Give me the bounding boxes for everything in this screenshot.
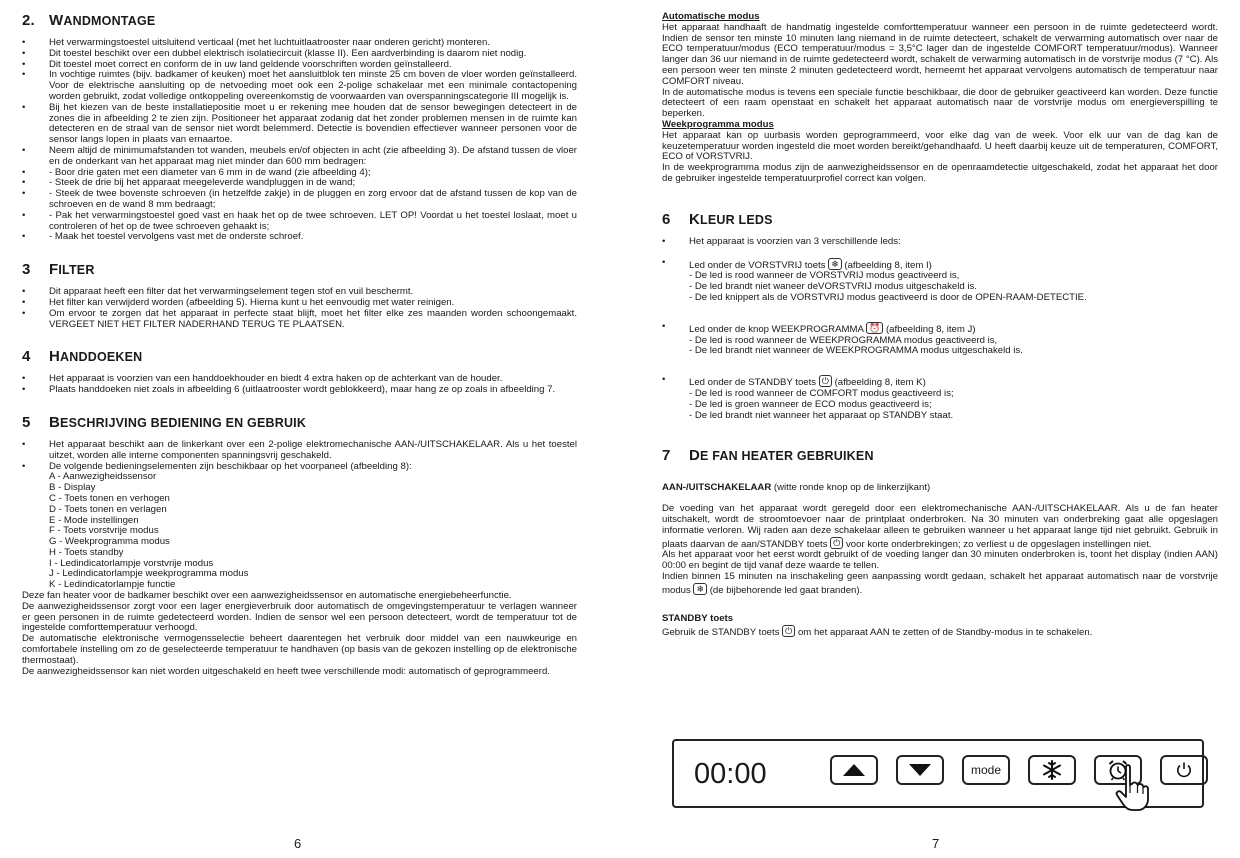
led-line: - De led is rood wanneer de COMFORT modus geactiveerd is; (689, 387, 954, 399)
control-item: K - Ledindicatorlampje functie (49, 579, 176, 591)
paragraph: Het apparaat kan op uurbasis worden geprogrammeerd, voor elke dag van de week. Voor elk uur van de dag kan de keuzetemperatuur worden ingesteld die moet worden bereikt/gehandhaafd. U heeft daarbij keuze uit de temperaturen, COMFORT, ECO of VORSTVRIJ. (662, 129, 1218, 163)
section-title-rest: ANDDOEKEN (60, 350, 143, 365)
section-title-initial: B (49, 413, 61, 431)
paragraph: De aanwezigheidssensor kan niet worden uitgeschakeld en heeft twee verschillende modi: automatisch of geprogrammeerd. (22, 665, 550, 677)
left-page-content (22, 12, 577, 677)
control-item: F - Toets vorstvrije modus (49, 525, 159, 537)
switch-heading (662, 483, 1218, 494)
list-item: • Dit toestel moet correct en conform de in uw land geldende voorschriften worden geïnstalleerd. (22, 60, 577, 71)
mode-button[interactable] (962, 755, 1010, 785)
list-item: • In vochtige ruimtes (bijv. badkamer of keuken) moet het aansluitblok ten minste 25 cm boven de vloer worden geïnstalleerd. Voor de elektrische aansluiting op de netvoeding moet ook een 2-polige schakelaar met een minimale contactopening worden gebruikt, zodat volledige ontkoppeling overeenkomstig de voorwaarden van overspanningscategorie III mogelijk is. (22, 70, 577, 102)
paragraph: Het apparaat handhaaft de handmatig ingestelde comforttemperatuur wanneer een persoon in de ruimte gedetecteerd wordt. Indien de sensor ten minste 10 minuten lang niemand in de ruimte detecteert, schakelt de verwarming automatisch over naar de ECO temperatuur/modus (ECO temperatuur/modus = 3,5°C lager dan de ingestelde COMFORT temperatuur/modus). Wanneer langer dan 36 uur niemand in de ruimte gedetecteerd wordt, schakelt de verwarming automatisch in de vorstvrije modus (7 °C). Als een persoon weer ten minste 2 minuten gedetecteerd wordt, herneemt het apparaat vervolgens automatisch de temperatuur naar COMFORT niveau. (662, 21, 1218, 87)
section-title-initial: F (49, 261, 59, 279)
control-panel-illustration (672, 739, 1204, 808)
section-number: 4 (22, 348, 31, 366)
list-item: • Het apparaat is voorzien van 3 verschillende leds: (662, 237, 1218, 248)
paragraph-text: Indien binnen 15 minuten na inschakeling geen aanpassing wordt gedaan, schakelt het apparaat automatisch naar de vorstvrije modus (662, 570, 1218, 596)
section-3-list (22, 287, 577, 330)
led-line: - De led brandt niet wanneer het apparaat op STANDBY staat. (689, 409, 954, 421)
right-page (620, 0, 1240, 858)
page-number: 6 (294, 836, 302, 851)
led-3 (662, 375, 1218, 421)
switch-heading-bold: AAN-/UITSCHAKELAAR (662, 482, 772, 494)
list-item: • Dit apparaat heeft een filter dat het verwarmingselement tegen stof en vuil beschermt. (22, 287, 577, 298)
led-line: - De led is rood wanneer de WEEKPROGRAMMA modus geactiveerd is, (689, 334, 998, 346)
list-item: • Het apparaat is voorzien van een handdoekhouder en biedt 4 extra haken op de achterkant van de houder. (22, 374, 577, 385)
list-item: • Plaats handdoeken niet zoals in afbeelding 6 (uitlaatrooster wordt geblokkeerd), maar hang ze op zoals in afbeelding 7. (22, 385, 577, 396)
led-line: - De led knippert als de VORSTVRIJ modus geactiveerd is door de OPEN-RAAM-DETECTIE. (689, 291, 1087, 303)
control-item: D - Toets tonen en verlagen (49, 503, 167, 515)
paragraph-text: De voeding van het apparaat wordt geregeld door een elektromechanische AAN-/UITSCHAKELAAR. Als u de fan heater uitschakelt, wordt de stroomtoevoer naar de printplaat onderbroken. Na 30 minuten van onderbreking gaat alle opgeslagen informatie verloren. Wij raden aan deze schakelaar alleen te gebruiken wanneer u het apparaat lange tijd niet gebruikt. Gebruik in plaats daarvan de aan/STANDBY toets (662, 503, 1218, 550)
section-number: 5 (22, 413, 31, 431)
paragraph-text: Gebruik de STANDBY toets (662, 627, 780, 639)
section-3-heading (22, 261, 577, 279)
list-item: • - Maak het toestel vervolgens vast met de onderste schroef. (22, 232, 577, 243)
power-icon: ⏻ (830, 537, 843, 549)
paragraph: Als het apparaat voor het eerst wordt gebruikt of de voeding langer dan 30 minuten onderbroken is, toont het display (indien AAN) 00:00 en begint de tijd vanaf deze waarde te tellen. (662, 549, 1218, 572)
section-title-initial: D (689, 447, 701, 465)
list-item (662, 322, 1218, 357)
led-reference: (afbeelding 8, item I) (844, 259, 932, 271)
frost-button[interactable] (1028, 755, 1076, 785)
control-item: B - Display (49, 482, 96, 494)
led-line: - De led brandt niet waneer deVORSTVRIJ modus uitgeschakeld is. (689, 281, 977, 293)
alarm-clock-icon: ⏰ (866, 322, 883, 334)
switch-heading-note: (witte ronde knop op de linkerzijkant) (771, 482, 931, 494)
snowflake-icon: ❄ (693, 583, 707, 595)
control-item: C - Toets tonen en verhogen (49, 492, 170, 504)
page-number: 7 (932, 836, 940, 851)
list-item: • Het filter kan verwijderd worden (afbeelding 5). Hierna kunt u het eenvoudig met water reinigen. (22, 298, 577, 309)
section-4-heading (22, 348, 577, 366)
control-item: E - Mode instellingen (49, 514, 139, 526)
section-7-heading (662, 447, 1218, 465)
section-number: 6 (662, 210, 671, 228)
section-number: 2. (22, 12, 35, 29)
led-line: - De led brandt niet wanneer de WEEKPROGRAMMA modus uitgeschakeld is. (689, 345, 1023, 357)
list-item: • - Boor drie gaten met een diameter van 6 mm in de wand (zie afbeelding 4); (22, 168, 577, 179)
list-item: • Het verwarmingstoestel uitsluitend verticaal (met het luchtuitlaatrooster naar onderen gericht) monteren. (22, 38, 577, 49)
list-item: • Het apparaat beschikt aan de linkerkant over een 2-polige elektromechanische AAN-/UITSCHAKELAAR. Als u het toestel uitzet, worden alle interne componenten spanningsvrij geschakeld. (22, 440, 577, 462)
triangle-down-icon (908, 763, 932, 777)
list-item (662, 258, 1218, 304)
list-item: • Neem altijd de minimumafstanden tot wanden, meubels en/of objecten in acht (zie afbeelding 3). De afstand tussen de vloer en de onderkant van het apparaat mag niet minder dan 600 mm bedragen: (22, 146, 577, 168)
power-icon (1175, 761, 1193, 779)
snowflake-icon: ❄ (828, 258, 842, 270)
paragraph: Deze fan heater voor de badkamer beschikt over een aanwezigheidssensor en automatische energiebeheerfunctie. (22, 590, 512, 602)
paragraph-text: om het apparaat AAN te zetten of de Standby-modus in te schakelen. (797, 627, 1093, 639)
paragraph-text: (de bijbehorende led gaat branden). (709, 584, 863, 596)
paragraph: De aanwezigheidssensor zorgt voor een lager energieverbruik door automatisch de omgevingstemperatuur te verlagen wanneer er geen personen in de ruimte gedetecteerd worden. Indien de sensor wel een persoon detecteert, wordt de temperatuur tot de ingestelde comforttemperatuur verhoogd. (22, 600, 577, 634)
paragraph: In de automatische modus is tevens een speciale functie beschikbaar, die door de gebruiker geactiveerd kan worden. Deze functie detecteert of een raam openstaat en schakelt het apparaat automatisch naar de vorstvrije modus om energieverspilling te beperken. (662, 86, 1218, 120)
led-reference: (afbeelding 8, item J) (885, 323, 976, 335)
down-button[interactable] (896, 755, 944, 785)
control-item: A - Aanwezigheidssensor (49, 471, 157, 483)
standby-heading: STANDBY toets (662, 613, 734, 625)
power-icon: ⏻ (782, 625, 795, 637)
led-line: - De led is rood wanneer de VORSTVRIJ modus geactiveerd is, (689, 270, 960, 282)
section-title-initial: K (689, 210, 701, 228)
paragraph-text: voor korte onderbrekingen; zo verliest u de opgeslagen instellingen niet. (845, 538, 1152, 550)
standby-text (662, 625, 1218, 639)
section-4-list (22, 374, 577, 396)
section-6-heading (662, 211, 1218, 229)
led-line: - De led is groen wanneer de ECO modus geactiveerd is; (689, 398, 932, 410)
power-button[interactable] (1160, 755, 1208, 785)
section-title-rest: ESCHRIJVING BEDIENING EN GEBRUIK (60, 415, 307, 430)
section-title-rest: E FAN HEATER GEBRUIKEN (700, 449, 874, 464)
snowflake-icon (1042, 760, 1062, 780)
list-item: • - Steek de twee bovenste schroeven (in hetzelfde zakje) in de pluggen en zorg ervoor dat de afstand tussen de kop van de schroeven en de wand 8 mm bedraagt; (22, 189, 577, 211)
list-item: • - Steek de drie bij het apparaat meegeleverde wandpluggen in de wand; (22, 178, 577, 189)
section-title-initial: H (49, 348, 61, 366)
paragraph (662, 504, 1218, 550)
led-2 (662, 322, 1218, 357)
control-item: H - Toets standby (49, 546, 124, 558)
pointing-hand-icon (1112, 763, 1152, 813)
list-item (662, 375, 1218, 421)
mode-label: mode (970, 763, 1002, 777)
section-title-initial: W (49, 12, 64, 29)
display-clock: 00:00 (694, 758, 767, 790)
list-item: • De volgende bedieningselementen zijn beschikbaar op het voorpaneel (afbeelding 8): (22, 462, 577, 473)
list-item: • Dit toestel beschikt over een dubbel elektrisch isolatiecircuit (klasse II). Een aardverbinding is daarom niet nodig. (22, 49, 577, 60)
week-mode-heading: Weekprogramma modus (662, 118, 774, 130)
section-5-list (22, 440, 577, 472)
section-2-heading (22, 12, 577, 30)
led-title: Led onder de VORSTVRIJ toets (689, 259, 826, 271)
led-title: Led onder de knop WEEKPROGRAMMA (689, 323, 864, 335)
right-page-content (662, 12, 1218, 639)
control-item: I - Ledindicatorlampje vorstvrije modus (49, 557, 214, 569)
controls-list (22, 472, 577, 591)
section-number: 7 (662, 447, 671, 465)
section-title-rest: ANDMONTAGE (63, 14, 156, 28)
list-item: • Om ervoor te zorgen dat het apparaat in perfecte staat blijft, moet het filter elke zes maanden worden schoongemaakt. VERGEET NIET HET FILTER NADERHAND TERUG TE PLAATSEN. (22, 309, 577, 331)
up-button[interactable] (830, 755, 878, 785)
led-reference: (afbeelding 8, item K) (834, 377, 926, 389)
paragraph (662, 572, 1218, 597)
led-title: Led onder de STANDBY toets (689, 377, 817, 389)
list-item: • - Pak het verwarmingstoestel goed vast en haak het op de twee schroeven. LET OP! Voordat u het toestel loslaat, moet u controleren of het op de twee schroeven gehaakt is; (22, 211, 577, 233)
led-1 (662, 258, 1218, 304)
paragraph: De automatische elektronische vermogensselectie beheert daarentegen het verbruik door middel van een nauwkeurige en comfortabele instelling om zo de geselecteerde temperatuur te handhaven (op basis van de gekozen instelling op de elektronische thermostaat). (22, 633, 577, 666)
automatic-mode-heading: Automatische modus (662, 11, 760, 22)
section-2-list (22, 38, 577, 243)
section-5-heading (22, 414, 577, 432)
section-title-rest: ILTER (58, 263, 95, 278)
control-item: G - Weekprogramma modus (49, 536, 170, 548)
triangle-up-icon (842, 763, 866, 777)
control-item: J - Ledindicatorlampje weekprogramma modus (49, 568, 249, 580)
list-item: • Bij het kiezen van de beste installatiepositie moet u er rekening mee houden dat de sensor bewegingen detecteert in de zones die in afbeelding 2 te zien zijn. Positioneer het apparaat zodanig dat het zonder problemen mensen in de ruimte kan detecteren en de straal van de sensor niet wordt belemmerd. Detectie is bovendien effectiever wanneer personen voor de sensor langs lopen in plaats van ernaartoe. (22, 103, 577, 146)
power-icon: ⏻ (819, 375, 832, 387)
led-list (662, 237, 1218, 248)
paragraph: In de weekprogramma modus zijn de aanwezigheidssensor en de openraamdetectie uitgeschakeld, zodat het apparaat het door de gebruiker ingestelde temperatuurprofiel correct kan volgen. (662, 162, 1218, 184)
section-number: 3 (22, 261, 31, 279)
section-title-rest: LEUR LEDS (700, 212, 773, 227)
